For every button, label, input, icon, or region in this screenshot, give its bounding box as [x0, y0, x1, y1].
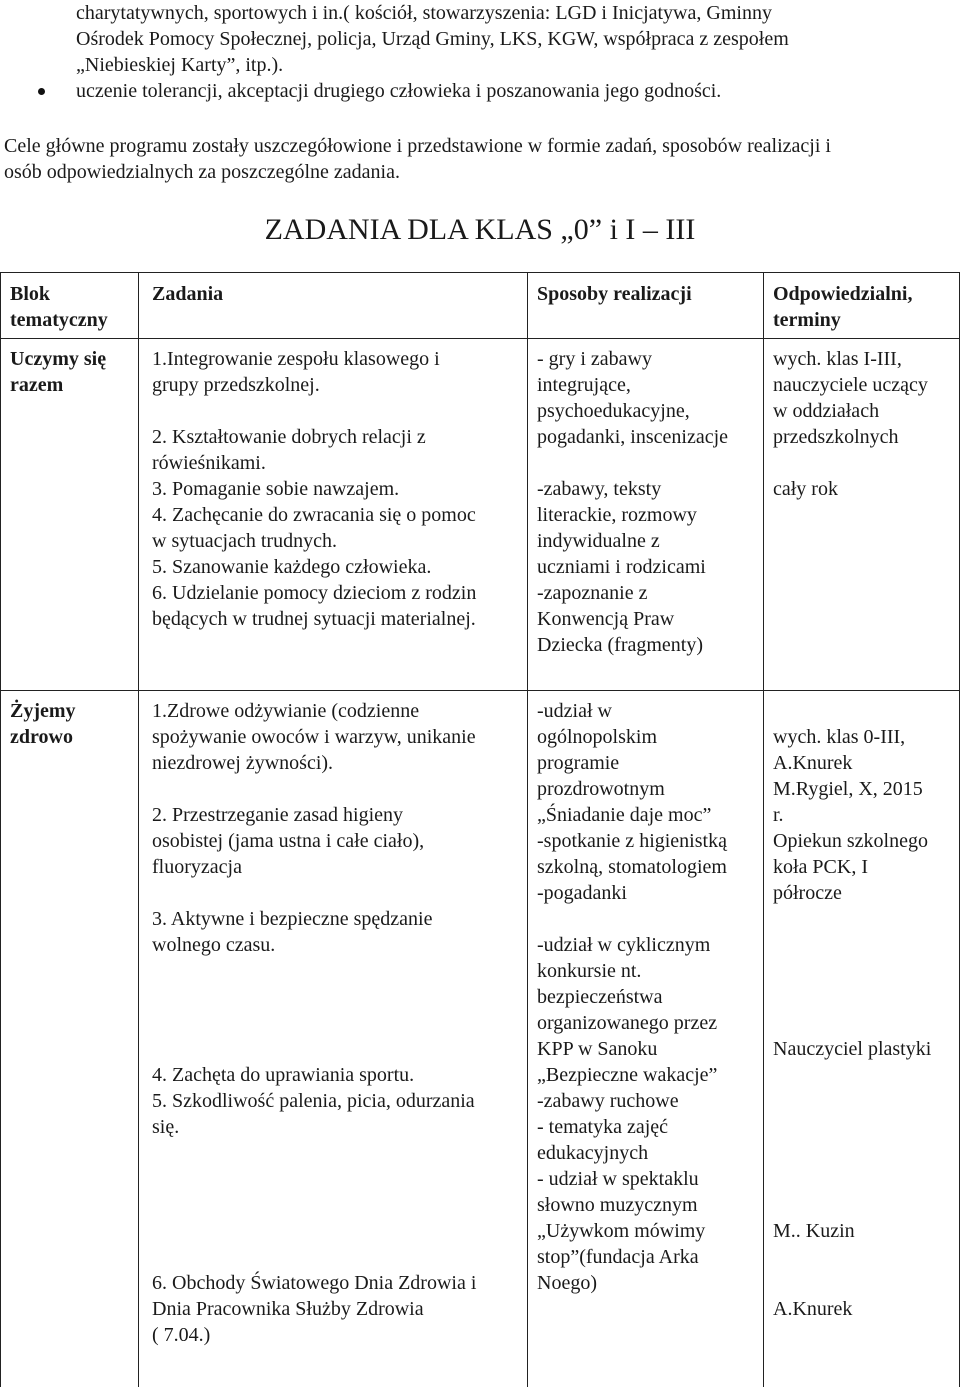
text-line: [773, 1244, 931, 1270]
text-line: A.Knurek: [773, 752, 853, 774]
text-line: -udział w: [537, 700, 612, 722]
text-line: konkursie nt.: [537, 960, 642, 982]
intro-partners-line-1: charytatywnych, sportowych i in.( kościół, stowarzyszenia: LGD i Inicjatywa, Gminny: [76, 2, 772, 24]
text-line: 4. Zachęta do uprawiania sportu.: [152, 1064, 415, 1086]
text-line: KPP w Sanoku: [537, 1038, 658, 1060]
bullet-icon: [38, 88, 45, 95]
text-line: Blok: [10, 283, 51, 305]
text-line: r.: [773, 804, 784, 826]
text-line: psychoedukacyjne,: [537, 400, 690, 422]
text-line: cały rok: [773, 478, 838, 500]
text-line: -udział w cyklicznym: [537, 934, 711, 956]
text-line: Nauczyciel plastyki: [773, 1038, 932, 1060]
text-line: [773, 906, 931, 932]
table-header-border: [0, 338, 960, 339]
text-line: [152, 1244, 476, 1270]
text-line: indywidualne z: [537, 530, 660, 552]
text-line: spożywanie owoców i warzyw, unikanie: [152, 726, 476, 748]
header-sposoby: [537, 281, 692, 307]
text-line: „Śniadanie daje moc”: [537, 804, 712, 826]
text-line: Sposoby realizacji: [537, 283, 692, 305]
text-line: [537, 450, 728, 476]
text-line: [152, 880, 476, 906]
table-left-border: [0, 272, 1, 1387]
text-line: [537, 906, 727, 932]
table-col-divider-2: [527, 272, 528, 1387]
text-line: 3. Pomaganie sobie nawzajem.: [152, 478, 400, 500]
text-line: rówieśnikami.: [152, 452, 266, 474]
table-top-border: [0, 272, 960, 273]
text-line: [773, 984, 931, 1010]
text-line: [152, 1166, 476, 1192]
table-row-border: [0, 690, 960, 691]
intro-partners-line-3: „Niebieskiej Karty”, itp.).: [76, 54, 284, 76]
text-line: integrujące,: [537, 374, 631, 396]
text-line: [773, 1270, 931, 1296]
text-line: M.Rygiel, X, 2015: [773, 778, 923, 800]
text-line: stop”(fundacja Arka: [537, 1246, 699, 1268]
text-line: A.Knurek: [773, 1298, 853, 1320]
text-line: [773, 1166, 931, 1192]
text-line: grupy przedszkolnej.: [152, 374, 320, 396]
text-line: słowno muzycznym: [537, 1194, 698, 1216]
text-line: [773, 450, 928, 476]
text-line: półrocze: [773, 882, 842, 904]
text-line: Konwencją Praw: [537, 608, 675, 630]
text-line: pogadanki, inscenizacje: [537, 426, 729, 448]
row1-zadania: [152, 346, 476, 632]
table-col-divider-3: [763, 272, 764, 1387]
text-line: [773, 958, 931, 984]
text-line: [152, 1218, 476, 1244]
text-line: uczniami i rodzicami: [537, 556, 706, 578]
text-line: organizowanego przez: [537, 1012, 718, 1034]
text-line: w sytuacjach trudnych.: [152, 530, 337, 552]
text-line: osobistej (jama ustna i całe ciało),: [152, 830, 425, 852]
text-line: przedszkolnych: [773, 426, 899, 448]
text-line: -zapoznanie z: [537, 582, 648, 604]
text-line: się.: [152, 1116, 180, 1138]
section-title: ZADANIA DLA KLAS „0” i I – III: [264, 213, 696, 246]
text-line: „Używkom mówimy: [537, 1220, 706, 1242]
text-line: „Bezpieczne wakacje”: [537, 1064, 718, 1086]
text-line: 5. Szanowanie każdego człowieka.: [152, 556, 432, 578]
text-line: wych. klas I-III,: [773, 348, 902, 370]
text-line: - udział w spektaklu: [537, 1168, 699, 1190]
text-line: w oddziałach: [773, 400, 880, 422]
text-line: Noego): [537, 1272, 597, 1294]
text-line: 6. Udzielanie pomocy dzieciom z rodzin: [152, 582, 477, 604]
text-line: [152, 1140, 476, 1166]
text-line: -zabawy, teksty: [537, 478, 662, 500]
text-line: razem: [10, 374, 64, 396]
text-line: ( 7.04.): [152, 1324, 211, 1346]
text-line: -pogadanki: [537, 882, 627, 904]
text-line: [773, 1010, 931, 1036]
text-line: - tematyka zajęć: [537, 1116, 669, 1138]
text-line: [773, 698, 931, 724]
text-line: 1.Zdrowe odżywianie (codzienne: [152, 700, 420, 722]
text-line: 1.Integrowanie zespołu klasowego i: [152, 348, 440, 370]
text-line: [152, 1192, 476, 1218]
intro-paragraph-line-1: Cele główne programu zostały uszczegółowione i przedstawione w formie zadań, sposobów realizacji i: [4, 135, 831, 157]
text-line: [152, 1010, 476, 1036]
text-line: [773, 1062, 931, 1088]
text-line: [773, 1088, 931, 1114]
row2-sposoby: [537, 698, 727, 1296]
row1-odpowiedzialni: [773, 346, 928, 502]
text-line: 2. Przestrzeganie zasad higieny: [152, 804, 404, 826]
text-line: bezpieczeństwa: [537, 986, 663, 1008]
text-line: niezdrowej żywności).: [152, 752, 334, 774]
text-line: szkolną, stomatologiem: [537, 856, 727, 878]
text-line: [152, 1036, 476, 1062]
text-line: 6. Obchody Światowego Dnia Zdrowia i: [152, 1272, 477, 1294]
text-line: terminy: [773, 309, 841, 331]
text-line: [773, 1192, 931, 1218]
text-line: Dziecka (fragmenty): [537, 634, 704, 656]
text-line: wolnego czasu.: [152, 934, 276, 956]
text-line: 2. Kształtowanie dobrych relacji z: [152, 426, 426, 448]
text-line: nauczyciele uczący: [773, 374, 928, 396]
text-line: programie: [537, 752, 620, 774]
text-line: [152, 398, 476, 424]
text-line: literackie, rozmowy: [537, 504, 697, 526]
text-line: edukacyjnych: [537, 1142, 649, 1164]
text-line: prozdrowotnym: [537, 778, 665, 800]
text-line: wych. klas 0-III,: [773, 726, 906, 748]
table-col-divider-1: [138, 272, 139, 1387]
text-line: [773, 1114, 931, 1140]
text-line: 4. Zachęcanie do zwracania się o pomoc: [152, 504, 476, 526]
text-line: Odpowiedzialni,: [773, 283, 913, 305]
row2-odpowiedzialni: [773, 698, 931, 1322]
text-line: M.. Kuzin: [773, 1220, 855, 1242]
row2-zadania: [152, 698, 476, 1348]
header-zadania: [152, 281, 223, 307]
row1-blok: [10, 346, 106, 398]
text-line: [773, 932, 931, 958]
text-line: -spotkanie z higienistką: [537, 830, 727, 852]
text-line: [152, 776, 476, 802]
row2-blok: [10, 698, 76, 750]
intro-partners-line-2: Ośrodek Pomocy Społecznej, policja, Urząd Gminy, LKS, KGW, współpraca z zespołem: [76, 28, 789, 50]
text-line: Zadania: [152, 283, 224, 305]
text-line: zdrowo: [10, 726, 73, 748]
text-line: będących w trudnej sytuacji materialnej.: [152, 608, 476, 630]
text-line: [152, 958, 476, 984]
row1-sposoby: [537, 346, 728, 658]
text-line: 3. Aktywne i bezpieczne spędzanie: [152, 908, 433, 930]
text-line: Opiekun szkolnego: [773, 830, 928, 852]
text-line: [773, 1140, 931, 1166]
text-line: Żyjemy: [10, 700, 76, 722]
text-line: 5. Szkodliwość palenia, picia, odurzania: [152, 1090, 475, 1112]
text-line: fluoryzacja: [152, 856, 242, 878]
intro-bullet-text: uczenie tolerancji, akceptacji drugiego człowieka i poszanowania jego godności.: [76, 80, 722, 102]
text-line: Dnia Pracownika Służby Zdrowia: [152, 1298, 424, 1320]
text-line: -zabawy ruchowe: [537, 1090, 679, 1112]
header-odpowiedzialni: [773, 281, 912, 333]
text-line: Uczymy się: [10, 348, 107, 370]
intro-paragraph-line-2: osób odpowiedzialnych za poszczególne zadania.: [4, 161, 400, 183]
text-line: [152, 984, 476, 1010]
text-line: - gry i zabawy: [537, 348, 652, 370]
header-blok: [10, 281, 108, 333]
text-line: tematyczny: [10, 309, 108, 331]
text-line: ogólnopolskim: [537, 726, 658, 748]
text-line: koła PCK, I: [773, 856, 868, 878]
